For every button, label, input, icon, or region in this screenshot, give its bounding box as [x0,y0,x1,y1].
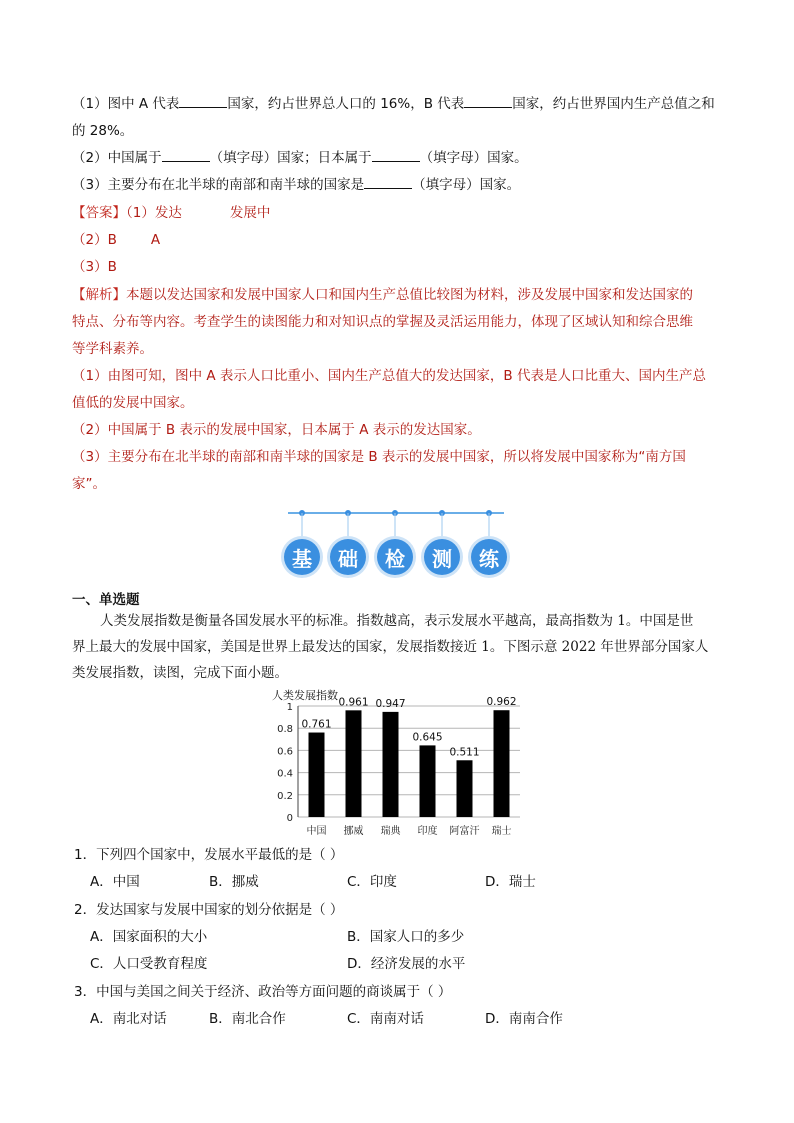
data-label: 0.761 [301,718,332,731]
q2-option-c[interactable]: C．人口受教育程度 [90,956,208,972]
hdi-bar-chart [268,688,528,838]
answer-2: （2）B [72,232,117,248]
banner-char-1: 基 [284,539,320,575]
x-tick-label: 瑞士 [491,826,512,837]
blank [464,95,512,108]
bar [494,710,510,817]
q1-option-b[interactable]: B．挪威 [209,874,259,890]
q2-text-b: （填字母）国家；日本属于 [209,150,372,166]
banner-char-4: 测 [424,539,460,575]
q2-text-a: （2）中国属于 [72,150,162,166]
material-line3: 类发展指数，读图，完成下面小题。 [72,665,288,681]
y-tick-label: 0.6 [277,746,293,758]
blank [364,176,412,189]
x-tick-label: 中国 [306,826,327,837]
question-3-stem: 3．中国与美国之间关于经济、政治等方面问题的商谈属于（ ） [74,984,452,1000]
q3-option-c[interactable]: C．南南对话 [347,1011,424,1027]
q2-option-d[interactable]: D．经济发展的水平 [347,956,466,972]
q3-text-a: （3）主要分布在北半球的南部和南半球的国家是 [72,177,365,193]
analysis-line3: 等学科素养。 [72,341,153,357]
y-tick-label: 0 [286,813,293,824]
x-tick-label: 挪威 [343,826,364,837]
analysis-line7: （3）主要分布在北半球的南部和南半球的国家是 B 表示的发展中国家，所以将发展中国家称为“南方国 [72,449,686,465]
y-tick-label: 0.8 [277,724,293,736]
material-line1: 人类发展指数是衡量各国发展水平的标准。指数越高，表示发展水平越高，最高指数为 1。中国是世 [100,613,694,629]
section-title: 一、单选题 [72,592,140,608]
analysis-line6: （2）中国属于 B 表示的发展中国家，日本属于 A 表示的发达国家。 [72,422,481,438]
q1-text-a: （1）图中 A 代表 [72,96,180,112]
blank [179,95,227,108]
bar [346,710,362,817]
banner-char-5: 练 [471,539,507,575]
q1-option-c[interactable]: C．印度 [347,874,397,890]
q1-text-b: 国家，约占世界总人口的 16%，B 代表 [227,96,465,112]
chart-ylabel: 人类发展指数 [272,689,338,702]
answer-label: 【答案】 [72,205,126,221]
answer-1b: 发展中 [229,205,271,221]
y-tick-label: 1 [286,702,293,713]
y-tick-label: 0.2 [277,790,293,802]
data-label: 0.962 [486,696,517,709]
blank [162,149,210,162]
question-1-stem: 1．下列四个国家中，发展水平最低的是（ ） [74,847,344,863]
answer-line3: （3）B [72,259,117,275]
answer-1: （1）发达 [126,205,182,221]
q1-option-a[interactable]: A．中国 [90,874,140,890]
analysis-label: 【解析】 [72,287,126,303]
q3-option-a[interactable]: A．南北对话 [90,1011,167,1027]
bar [420,745,436,817]
material-line2: 界上最大的发展中国家，美国是世界上最发达的国家，发展指数接近 1。下图示意 2022 年世界部分国家人 [72,639,709,655]
y-tick-label: 0.4 [277,768,293,780]
bar [309,733,325,817]
data-label: 0.961 [338,696,369,709]
data-label: 0.511 [449,746,480,759]
section-banner [282,505,512,575]
prev-q2-line [72,149,528,167]
x-tick-label: 阿富汗 [449,826,480,837]
analysis-line5: 值低的发展中国家。 [72,395,194,411]
q1-text-c: 国家，约占世界国内生产总值之和 [512,96,715,112]
banner-char-2: 础 [330,539,366,575]
q3-text-b: （填字母）国家。 [412,177,521,193]
answer-2b: A [150,232,161,248]
analysis-line8: 家”。 [72,476,106,492]
x-tick-label: 印度 [417,826,438,837]
q3-option-d[interactable]: D．南南合作 [485,1011,563,1027]
analysis-line2: 特点、分布等内容。考查学生的读图能力和对知识点的掌握及灵活运用能力，体现了区域认知和综合思维 [72,314,693,330]
answer-line2 [72,231,160,249]
bar [457,760,473,817]
data-label: 0.947 [375,697,406,710]
q2-option-a[interactable]: A．国家面积的大小 [90,929,208,945]
banner-char-3: 检 [377,539,413,575]
q2-text-c: （填字母）国家。 [419,150,528,166]
prev-q3-line [72,176,520,194]
question-2-stem: 2．发达国家与发展中国家的划分依据是（ ） [74,902,344,918]
analysis-line1 [72,286,693,304]
analysis-text: 本题以发达国家和发展中国家人口和国内生产总值比较图为材料，涉及发展中国家和发达国家的 [126,287,693,303]
x-tick-label: 瑞典 [380,826,401,837]
q3-option-b[interactable]: B．南北合作 [209,1011,286,1027]
q1-option-d[interactable]: D．瑞士 [485,874,536,890]
blank [372,149,420,162]
bar [383,712,399,817]
prev-q1-line2: 的 28%。 [72,123,134,139]
answer-line1 [72,204,270,222]
prev-q1-line1 [72,95,715,113]
analysis-line4: （1）由图可知，图中 A 表示人口比重小、国内生产总值大的发达国家，B 代表是人口比重大、国内生产总 [72,368,706,384]
data-label: 0.645 [412,731,443,744]
q2-option-b[interactable]: B．国家人口的多少 [347,929,465,945]
